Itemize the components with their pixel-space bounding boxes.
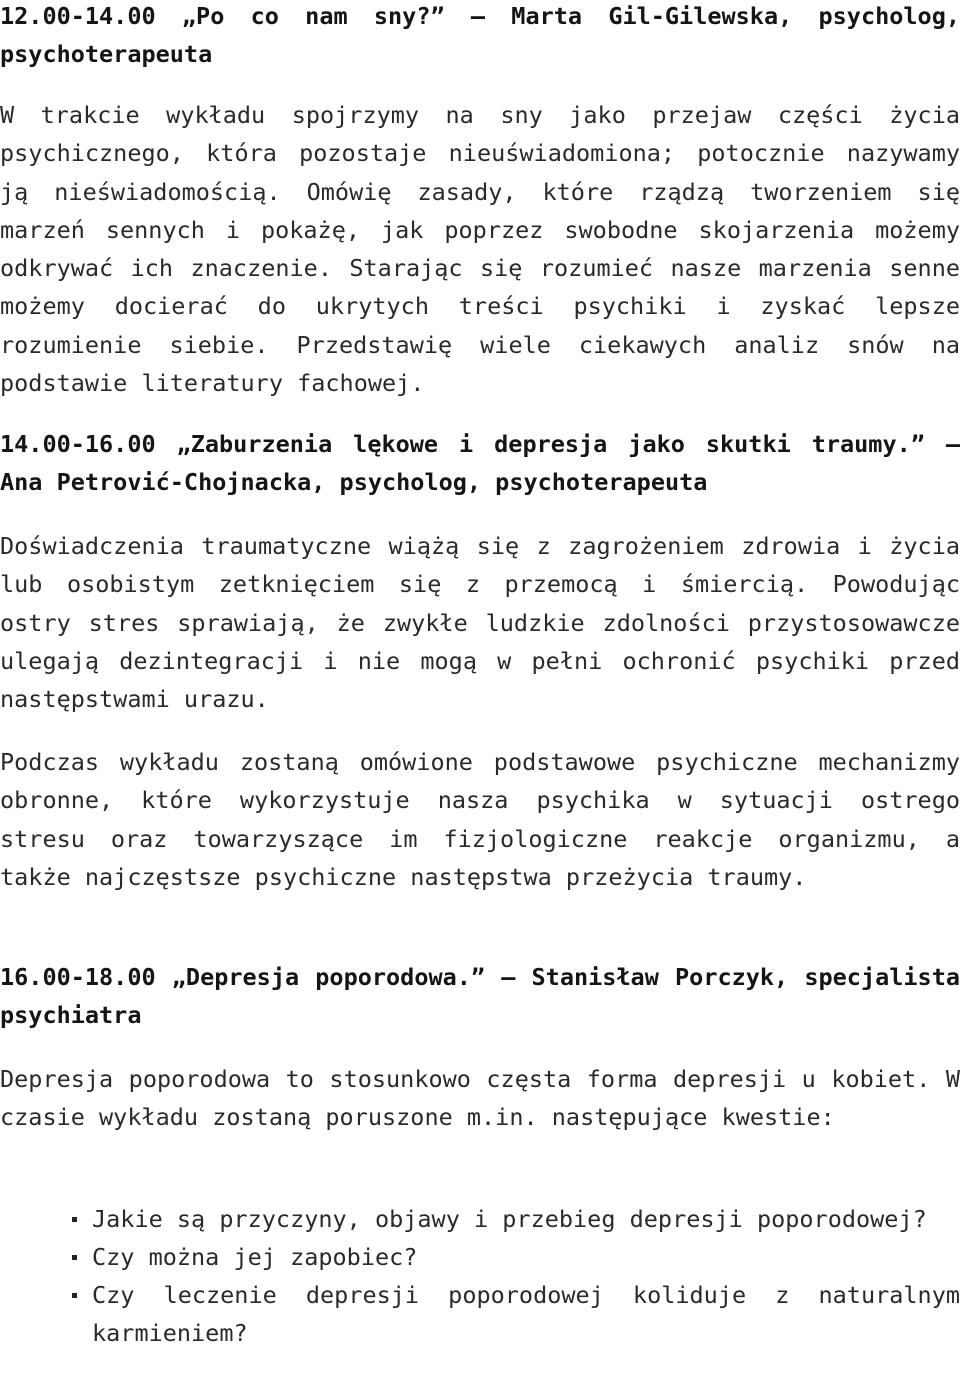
square-bullet-icon (72, 1217, 77, 1222)
section-paragraph-postpartum-intro: Depresja poporodowa to stosunkowo częsta forma depresji u kobiet. W czasie wykładu zostaną poruszone m.in. następujące kwestie: (0, 1065, 960, 1132)
section-paragraph-trauma-intro: Doświadczenia traumatyczne wiążą się z zagrożeniem zdrowia i życia lub osobistym zetknięciem się z przemocą i śmiercią. Powodując ostry stres sprawiają, że zwykłe ludzkie zdolności przystosowawcze ulegają dezintegracji i nie mogą w pełni ochronić psychiki przed następstwami urazu. (0, 532, 960, 714)
questions-list (72, 1200, 960, 1352)
section-heading-anxiety-trauma: 14.00-16.00 „Zaburzenia lękowe i depresja jako skutki traumy.” – Ana Petrović-Chojnacka, psycholog, psychoterapeuta (0, 430, 960, 496)
list-item (72, 1276, 960, 1352)
section-heading-postpartum-depression: 16.00-18.00 „Depresja poporodowa.” – Stanisław Porczyk, specjalista psychiatra (0, 963, 960, 1029)
square-bullet-icon (72, 1293, 77, 1298)
section-paragraph-dreams: W trakcie wykładu spojrzymy na sny jako przejaw części życia psychicznego, która pozostaje nieuświadomiona; potocznie nazywamy ją nieświadomością. Omówię zasady, które rządzą tworzeniem się marzeń sennych i pokażę, jak poprzez swobodne skojarzenia możemy odkrywać ich znaczenie. Starając się rozumieć nasze marzenia senne możemy docierać do ukrytych treści psychiki i zyskać lepsze rozumienie siebie. Przedstawię wiele ciekawych analiz snów na podstawie literatury fachowej. (0, 101, 960, 398)
list-item-text: Jakie są przyczyny, objawy i przebieg depresji poporodowej? (92, 1205, 927, 1233)
section-heading-dreams: 12.00-14.00 „Po co nam sny?” – Marta Gil-Gilewska, psycholog, psychoterapeuta (0, 2, 960, 68)
list-item (72, 1200, 960, 1238)
list-item (72, 1238, 960, 1276)
list-item-text: Czy można jej zapobiec? (92, 1243, 418, 1271)
list-item-text: Czy leczenie depresji poporodowej koliduje z naturalnym karmieniem? (92, 1281, 960, 1347)
section-paragraph-trauma-lecture: Podczas wykładu zostaną omówione podstawowe psychiczne mechanizmy obronne, które wykorzystuje nasza psychika w sytuacji ostrego stresu oraz towarzyszące im fizjologiczne reakcje organizmu, a także najczęstsze psychiczne następstwa przeżycia traumy. (0, 748, 960, 891)
square-bullet-icon (72, 1255, 77, 1260)
